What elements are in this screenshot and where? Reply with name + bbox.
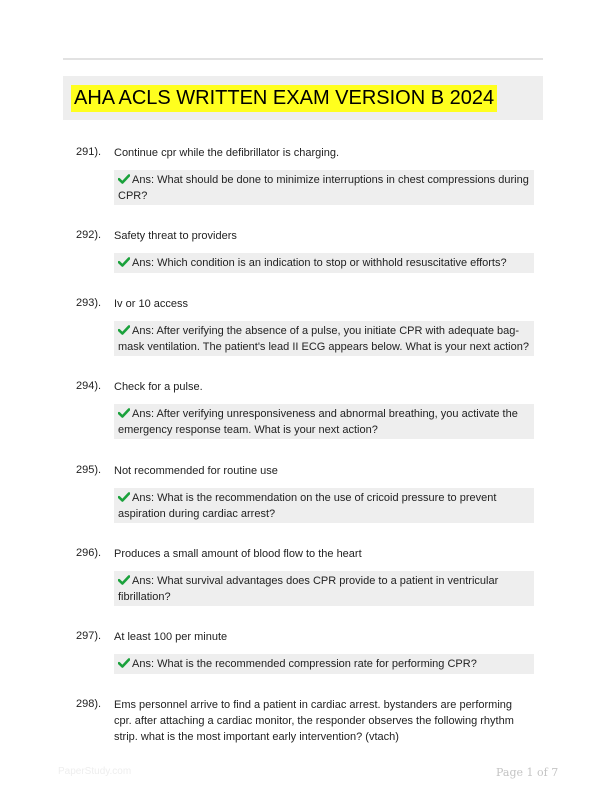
answer-box: [114, 488, 534, 523]
question-text: Ems personnel arrive to find a patient in cardiac arrest. bystanders are performing cpr. after attaching a cardiac monitor, the responder observes the following rhythm strip. what is the most important early intervention? (vtach): [114, 699, 514, 743]
question-text: At least 100 per minute: [114, 631, 228, 643]
question-text: Safety threat to providers: [114, 230, 237, 242]
question-text: Iv or 10 access: [114, 298, 188, 310]
answer-text: Ans: After verifying unresponsiveness and abnormal breathing, you activate the emergency response team. What is your next action?: [118, 408, 518, 436]
check-icon: [118, 257, 130, 267]
check-icon: [118, 658, 130, 668]
question-number: 292).: [76, 229, 102, 241]
answer-text: Ans: What is the recommended compression rate for performing CPR?: [132, 658, 477, 670]
answer-box: [114, 654, 534, 674]
question-text: Check for a pulse.: [114, 381, 203, 393]
answer-box: [114, 571, 534, 606]
page-title: AHA ACLS WRITTEN EXAM VERSION B 2024: [71, 85, 497, 112]
check-icon: [118, 174, 130, 184]
answer-box: [114, 321, 534, 356]
page-number: Page 1 of 7: [496, 766, 559, 779]
question-text: Continue cpr while the defibrillator is charging.: [114, 147, 340, 159]
answer-box: [114, 253, 534, 273]
question-text: Produces a small amount of blood flow to the heart: [114, 548, 362, 560]
answer-text: Ans: What survival advantages does CPR provide to a patient in ventricular fibrillation?: [118, 575, 499, 603]
answer-text: Ans: Which condition is an indication to stop or withhold resuscitative efforts?: [132, 257, 507, 269]
check-icon: [118, 408, 130, 418]
check-icon: [118, 325, 130, 335]
footer-watermark: PaperStudy.com: [58, 766, 132, 777]
question-number: 296).: [76, 547, 102, 559]
question-number: 298).: [76, 698, 102, 710]
answer-box: [114, 404, 534, 439]
check-icon: [118, 492, 130, 502]
top-divider: [63, 58, 543, 60]
answer-text: Ans: After verifying the absence of a pulse, you initiate CPR with adequate bag-mask ventilation. The patient's lead II ECG appears below. What is your next action?: [118, 325, 529, 353]
question-number: 291).: [76, 146, 102, 158]
answer-text: Ans: What should be done to minimize interruptions in chest compressions during CPR?: [118, 174, 529, 202]
question-number: 295).: [76, 464, 102, 476]
check-icon: [118, 575, 130, 585]
question-number: 297).: [76, 630, 102, 642]
answer-box: [114, 170, 534, 205]
question-number: 293).: [76, 297, 102, 309]
question-text: Not recommended for routine use: [114, 465, 278, 477]
answer-text: Ans: What is the recommendation on the use of cricoid pressure to prevent aspiration during cardiac arrest?: [118, 492, 497, 520]
question-number: 294).: [76, 380, 102, 392]
title-band: [63, 76, 543, 120]
